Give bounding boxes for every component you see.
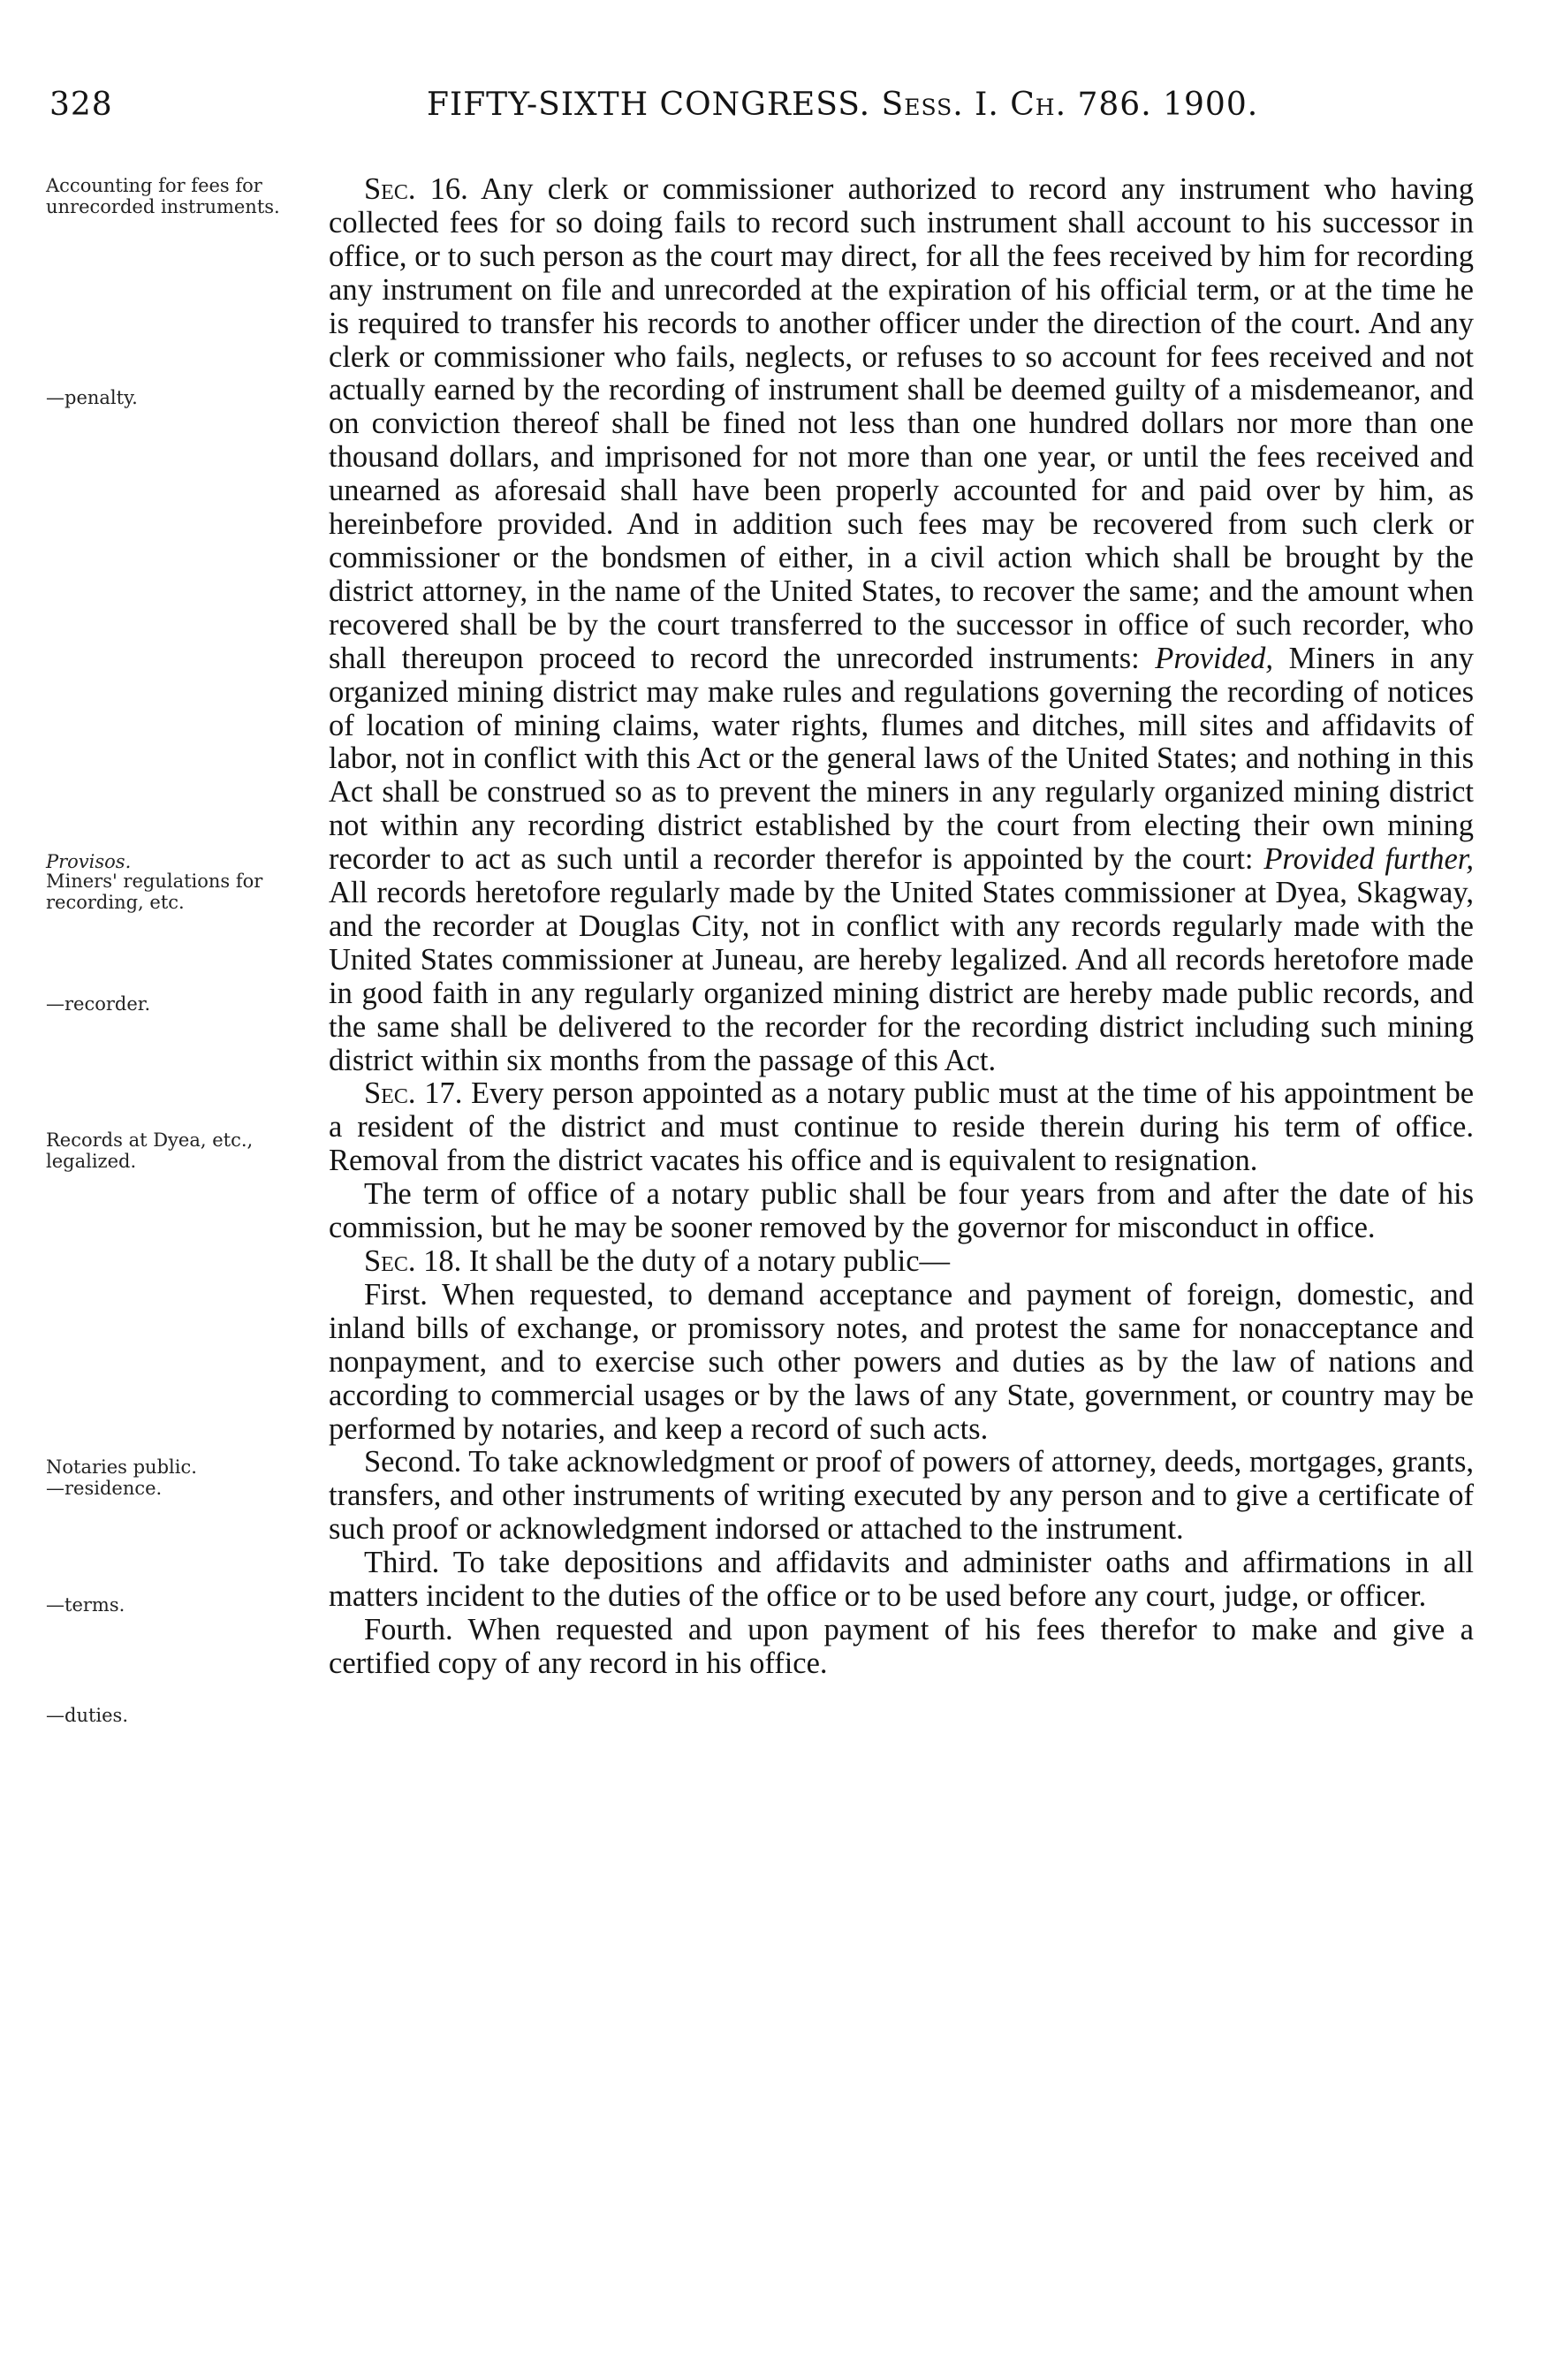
section-18-paragraph bbox=[329, 1245, 1474, 1279]
margin-note-duties: —duties. bbox=[46, 1705, 129, 1726]
section-16-label: Sec. 16. bbox=[364, 172, 468, 206]
margin-note-miners-regulations: Miners' regulations for recording, etc. bbox=[46, 871, 263, 913]
margin-note-notaries: Notaries public. bbox=[46, 1456, 197, 1478]
duty-third: Third. To take depositions and affidavits and administer oaths and affirmations in all matters incident to the duties of the office or to be used before any court, judge, or officer. bbox=[329, 1546, 1474, 1614]
section-17-label: Sec. 17. bbox=[364, 1076, 463, 1111]
section-16-text-3: All records heretofore regularly made by the United States commissioner at Dyea, Skagway, and the recorder at Douglas City, not in conflict with any records regularly made with the United States commissioner at Juneau, are hereby legalized. And all records heretofore made in good faith in any regularly organized mining district are hereby made public records, and the same shall be delivered to the recorder for the recording district including such mining district within six months from the passage of this Act. bbox=[329, 876, 1474, 1077]
statute-body bbox=[329, 173, 1474, 1681]
section-17-term-paragraph: The term of office of a notary public shall be four years from and after the date of his commission, but he may be sooner removed by the governor for misconduct in office. bbox=[329, 1177, 1474, 1245]
duty-second: Second. To take acknowledgment or proof of powers of attorney, deeds, mortgages, grants, transfers, and other instruments of writing executed by any person and to give a certificate of such proof or acknowledgment indorsed or attached to the instrument. bbox=[329, 1445, 1474, 1547]
year-label: 1900. bbox=[1163, 87, 1259, 123]
proviso-provided-further: Provided further, bbox=[1263, 842, 1474, 877]
proviso-provided: Provided, bbox=[1155, 641, 1274, 675]
page-header bbox=[49, 87, 1463, 131]
section-16-text-2: Miners in any organized mining district may make rules and regulations governing the recording of notices of location of mining claims, water rights, flumes and ditches, mill sites and affidavits of labor, not in conflict with this Act or the general laws of the United States; and nothing in this Act shall be construed so as to prevent the miners in any regularly organized mining district not within any recording district established by the court from electing their own mining recorder to act as such until a recorder therefor is appointed by the court: bbox=[329, 641, 1474, 877]
session-label: Sess. I. bbox=[881, 87, 999, 123]
page-number: 328 bbox=[49, 87, 113, 123]
margin-note-recorder: —recorder. bbox=[46, 993, 151, 1015]
margin-note-records-legalized: Records at Dyea, etc., legalized. bbox=[46, 1129, 254, 1172]
duty-fourth: Fourth. When requested and upon payment of his fees therefor to make and give a certified copy of any record in his office. bbox=[329, 1612, 1474, 1680]
section-18-label: Sec. 18. bbox=[364, 1244, 462, 1278]
section-17-text: Every person appointed as a notary public must at the time of his appointment be a resident of the district and must continue to reside therein during his term of office. Removal from the district vacates his office and is equivalent to resignation. bbox=[329, 1076, 1475, 1178]
margin-note-penalty: —penalty. bbox=[46, 387, 138, 408]
section-16-text-1: Any clerk or commissioner authorized to record any instrument who having collected fees for so doing fails to record such instrument shall account to his successor in office, or to such person as the court may direct, for all the fees received by him for recording any instrument on file and unrecorded at the expiration of his official term, or at the time he is required to transfer his records to another officer under the direction of the court. And any clerk or commissioner who fails, neglects, or refuses to so account for fees received and not actually earned by the recording of instrument shall be deemed guilty of a misdemeanor, and on conviction thereof shall be fined not less than one hundred dollars nor more than one thousand dollars, and imprisoned for not more than one year, or until the fees received and unearned as aforesaid shall have been properly accounted for and paid over by him, as hereinbefore provided. And in addition such fees may be recovered from such clerk or commissioner or the bondsmen of either, in a civil action which shall be brought by the district attorney, in the name of the United States, to recover the same; and the amount when recovered shall be by the court transferred to the successor in office of such recorder, who shall thereupon proceed to record the unrecorded instruments: bbox=[329, 172, 1474, 675]
margin-note-accounting: Accounting for fees for unrecorded instruments. bbox=[46, 175, 280, 217]
section-18-intro: It shall be the duty of a notary public— bbox=[461, 1244, 951, 1278]
chapter-label: Ch. 786. bbox=[1010, 87, 1152, 123]
section-16-paragraph bbox=[329, 173, 1474, 1077]
margin-note-residence: —residence. bbox=[46, 1478, 163, 1499]
section-17-paragraph bbox=[329, 1077, 1474, 1178]
margin-note-terms: —terms. bbox=[46, 1594, 125, 1616]
congress-title: FIFTY-SIXTH CONGRESS. bbox=[427, 87, 871, 123]
margin-note-provisos: Provisos. bbox=[46, 851, 132, 872]
running-head bbox=[427, 87, 1258, 123]
duty-first: First. When requested, to demand acceptance and payment of foreign, domestic, and inland bills of exchange, or promissory notes, and protest the same for nonacceptance and nonpayment, and to exercise such other powers and duties as by the law of nations and according to commercial usages or by the laws of any State, government, or country may be performed by notaries, and keep a record of such acts. bbox=[329, 1277, 1474, 1446]
